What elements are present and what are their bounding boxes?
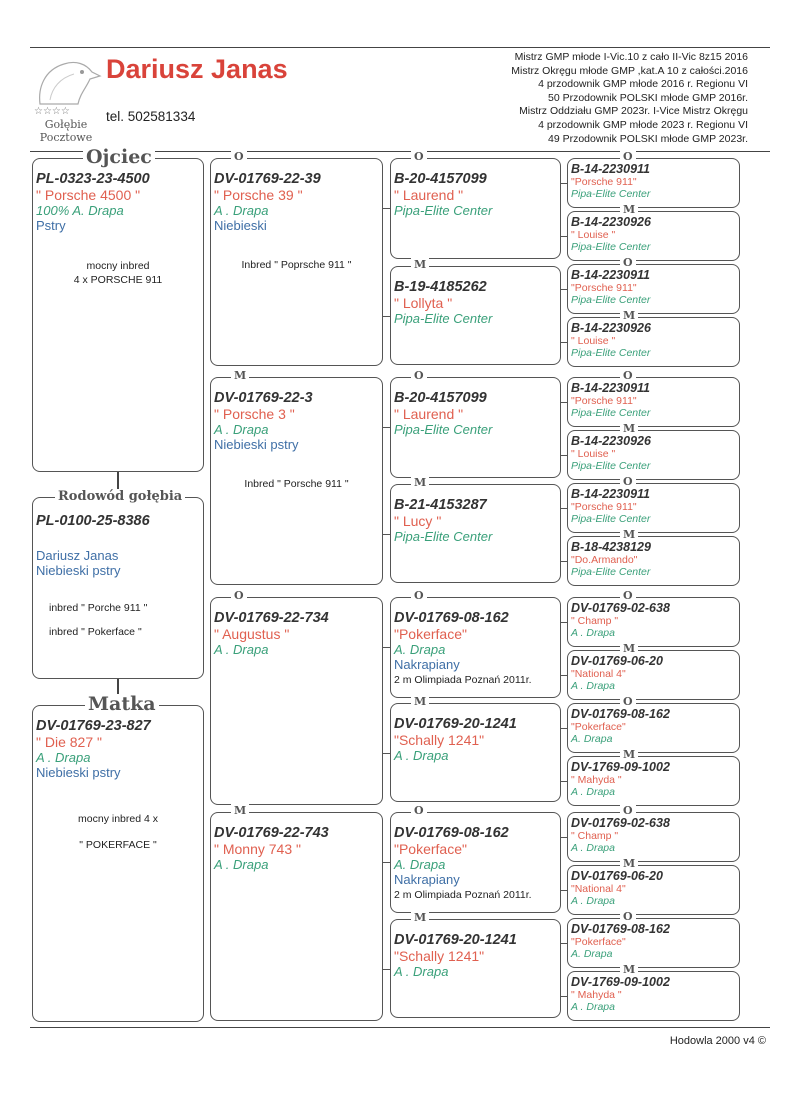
card-connector-tick: [561, 996, 567, 997]
pedigree-card[interactable]: [390, 695, 561, 802]
pigeon-name: " Lucy ": [394, 513, 442, 529]
card-connector-tick: [561, 561, 567, 562]
pedigree-card[interactable]: [390, 911, 561, 1018]
logo-line-2: Pocztowe: [39, 131, 93, 144]
owner: A . Drapa: [214, 203, 269, 218]
parent-sex-label: O: [411, 804, 427, 818]
pigeon-name: " Champ ": [571, 830, 619, 842]
color: Nakrapiany: [394, 872, 460, 887]
breeder-phone: tel. 502581334: [106, 109, 196, 124]
owner: Dariusz Janas: [36, 548, 119, 563]
note: 4 x PORSCHE 911: [73, 274, 163, 286]
pedigree-card[interactable]: [210, 369, 383, 585]
owner: Pipa-Elite Center: [571, 566, 651, 578]
parent-sex-label: M: [620, 309, 638, 323]
note: Inbred " Porsche 911 ": [244, 478, 349, 490]
card-connector-tick: [383, 969, 390, 970]
note: inbred " Porche 911 ": [49, 602, 148, 614]
ring-number: B-20-4157099: [394, 390, 487, 406]
owner: Pipa-Elite Center: [571, 241, 651, 253]
note: mocny inbred: [86, 260, 150, 272]
pigeon-name: "National 4": [571, 883, 626, 895]
parent-sex-label: O: [411, 369, 427, 383]
card-connector-tick: [383, 753, 390, 754]
achievement-line: 50 Przodownik POLSKI młode GMP 2016r.: [548, 91, 748, 104]
owner: A . Drapa: [214, 642, 269, 657]
owner: Pipa-Elite Center: [394, 203, 493, 218]
card-connector-tick: [561, 781, 567, 782]
parent-sex-label: O: [620, 910, 636, 924]
parent-sex-label: O: [620, 589, 636, 603]
ring-number: DV-01769-22-39: [214, 171, 321, 187]
owner: A . Drapa: [571, 895, 615, 907]
color: Pstry: [36, 218, 66, 233]
ring-number: DV-01769-02-638: [571, 816, 670, 830]
owner: A . Drapa: [571, 1001, 615, 1013]
pedigree-card[interactable]: [567, 422, 740, 480]
card-connector-tick: [561, 837, 567, 838]
pedigree-card[interactable]: [567, 857, 740, 915]
pigeon-name: "Porsche 911": [571, 176, 637, 188]
pedigree-card[interactable]: [390, 369, 561, 478]
logo: [30, 54, 102, 146]
top-rule: [30, 47, 770, 48]
achievements-list: [511, 51, 748, 146]
parent-sex-label: M: [411, 695, 429, 709]
pedigree-card[interactable]: [567, 963, 740, 1021]
ring-number: PL-0323-23-4500: [36, 171, 150, 187]
pigeon-name: "National 4": [571, 668, 626, 680]
card-connector-tick: [383, 647, 390, 648]
pedigree-card[interactable]: [567, 309, 740, 367]
parent-sex-label: O: [620, 256, 636, 270]
ring-number: DV-01769-08-162: [394, 825, 509, 841]
ring-number: DV-1769-09-1002: [571, 760, 670, 774]
owner: A . Drapa: [394, 748, 449, 763]
achievement-line: 49 Przodownik POLSKI młode GMP 2023r.: [548, 132, 748, 145]
parent-sex-label: M: [620, 203, 638, 217]
ring-number: DV-01769-20-1241: [394, 716, 517, 732]
card-connector-tick: [561, 943, 567, 944]
pedigree-card[interactable]: [390, 258, 561, 365]
color: Niebieski pstry: [214, 437, 299, 452]
color: Niebieski: [214, 218, 267, 233]
pigeon-name: "Porsche 911": [571, 501, 637, 513]
ring-number: DV-01769-20-1241: [394, 932, 517, 948]
ring-number: B-14-2230911: [571, 162, 650, 176]
ring-number: B-20-4157099: [394, 171, 487, 187]
owner: A. Drapa: [394, 857, 446, 872]
pedigree-card[interactable]: [567, 910, 740, 968]
card-connector-tick: [561, 728, 567, 729]
pigeon-name: "Schally 1241": [394, 732, 485, 748]
owner: Pipa-Elite Center: [571, 294, 651, 306]
pigeon-name: "Pokerface": [571, 721, 626, 733]
ring-number: B-18-4238129: [571, 540, 651, 554]
pedigree-card[interactable]: [567, 695, 740, 753]
owner: Pipa-Elite Center: [571, 188, 651, 200]
pedigree-card[interactable]: [567, 589, 740, 647]
pigeon-name: "Do.Armando": [571, 554, 638, 566]
pigeon-name: "Porsche 911": [571, 282, 637, 294]
ring-number: DV-01769-23-827: [36, 718, 151, 734]
card-connector-tick: [383, 316, 390, 317]
achievement-line: 4 przodownik GMP młode 2016 r. Regionu VI: [538, 78, 748, 91]
subject-card[interactable]: [32, 489, 204, 679]
pedigree-card[interactable]: [567, 528, 740, 586]
parent-sex-label: O: [620, 150, 636, 164]
card-connector-tick: [561, 890, 567, 891]
ring-number: DV-01769-08-162: [571, 707, 670, 721]
parent-sex-label: M: [620, 422, 638, 436]
parent-sex-label: O: [620, 475, 636, 489]
parent-sex-label: O: [231, 589, 247, 603]
card-connector-tick: [561, 622, 567, 623]
pigeon-name: " Die 827 ": [36, 734, 102, 750]
owner: 100% A. Drapa: [36, 203, 124, 218]
owner: A . Drapa: [571, 680, 615, 692]
parent-sex-label: O: [620, 804, 636, 818]
pigeon-name: " Porsche 4500 ": [36, 187, 141, 203]
owner: Pipa-Elite Center: [571, 407, 651, 419]
pigeon-name: " Louise ": [571, 335, 616, 347]
parent-sex-label: M: [620, 748, 638, 762]
ring-number: B-14-2230926: [571, 434, 651, 448]
pigeon-name: " Champ ": [571, 615, 619, 627]
parent-sex-label: O: [411, 589, 427, 603]
pedigree-card[interactable]: [210, 150, 383, 366]
ring-number: DV-01769-06-20: [571, 869, 663, 883]
card-connector-tick: [561, 183, 567, 184]
pedigree-card[interactable]: [210, 589, 383, 805]
card-connector-tick: [383, 862, 390, 863]
card-connector-tick: [561, 289, 567, 290]
pedigree-card[interactable]: [567, 150, 740, 208]
parent-sex-label: M: [620, 857, 638, 871]
pigeon-head-icon: [30, 54, 102, 106]
ring-number: PL-0100-25-8386: [36, 513, 150, 529]
logo-stars: ☆☆☆☆: [34, 106, 70, 117]
parent-sex-label: M: [411, 476, 429, 490]
pedigree-card[interactable]: [567, 369, 740, 427]
footer-text: Hodowla 2000 v4 ©: [669, 1035, 766, 1047]
card-connector-tick: [561, 342, 567, 343]
owner: A . Drapa: [214, 422, 269, 437]
footer-rule: [30, 1027, 770, 1028]
pigeon-name: "Porsche 911": [571, 395, 637, 407]
owner: A . Drapa: [36, 750, 91, 765]
achievement-line: Mistrz GMP młode I-Vic.10 z cało II-Vic 8z15 2016: [514, 51, 748, 63]
logo-line-1: Gołębie: [44, 118, 88, 131]
ring-number: DV-01769-08-162: [571, 922, 670, 936]
owner: A. Drapa: [571, 948, 613, 960]
pigeon-name: " Mahyda ": [571, 774, 622, 786]
parent-sex-label: O: [231, 150, 247, 164]
owner: A. Drapa: [571, 733, 613, 745]
pigeon-name: " Lollyta ": [394, 295, 453, 311]
note: Inbred " Poprsche 911 ": [241, 259, 352, 271]
owner: A. Drapa: [394, 642, 446, 657]
ring-number: DV-01769-08-162: [394, 610, 509, 626]
owner: Pipa-Elite Center: [394, 529, 493, 544]
pigeon-name: " Laurend ": [394, 406, 464, 422]
owner: A . Drapa: [214, 857, 269, 872]
ring-number: B-14-2230926: [571, 215, 651, 229]
pigeon-name: " Augustus ": [214, 626, 290, 642]
owner: Pipa-Elite Center: [571, 460, 651, 472]
ring-number: B-14-2230926: [571, 321, 651, 335]
pigeon-name: "Pokerface": [394, 626, 467, 642]
father-card[interactable]: [32, 146, 204, 472]
parent-sex-label: O: [620, 695, 636, 709]
note: mocny inbred 4 x: [78, 813, 158, 825]
subject-label: Rodowód gołębia: [55, 489, 185, 504]
card-connector-tick: [561, 455, 567, 456]
pedigree-card[interactable]: [390, 589, 561, 698]
pigeon-name: "Pokerface": [571, 936, 626, 948]
card-connector-tick: [561, 508, 567, 509]
note: 2 m Olimpiada Poznań 2011r.: [394, 889, 532, 901]
ring-number: DV-01769-06-20: [571, 654, 663, 668]
owner: Pipa-Elite Center: [571, 513, 651, 525]
color: Niebieski pstry: [36, 563, 121, 578]
ring-number: B-21-4153287: [394, 497, 487, 513]
pedigree-card[interactable]: [210, 804, 383, 1021]
pedigree-card[interactable]: [567, 642, 740, 700]
pigeon-name: " Louise ": [571, 448, 616, 460]
pigeon-name: "Schally 1241": [394, 948, 485, 964]
parent-sex-label: M: [620, 963, 638, 977]
pigeon-name: "Pokerface": [394, 841, 467, 857]
owner: A . Drapa: [394, 964, 449, 979]
pedigree-card[interactable]: [567, 256, 740, 314]
card-connector-tick: [561, 402, 567, 403]
ring-number: DV-1769-09-1002: [571, 975, 670, 989]
pigeon-name: " Monny 743 ": [214, 841, 301, 857]
ring-number: B-19-4185262: [394, 279, 487, 295]
owner: A . Drapa: [571, 786, 615, 798]
pedigree-card[interactable]: [390, 476, 561, 583]
ring-number: B-14-2230911: [571, 381, 650, 395]
ring-number: DV-01769-22-743: [214, 825, 329, 841]
achievement-line: Mistrz Okręgu młode GMP ,kat.A 10 z całości.2016: [511, 64, 748, 77]
pigeon-name: " Louise ": [571, 229, 616, 241]
pedigree-card[interactable]: [567, 475, 740, 533]
ring-number: DV-01769-22-3: [214, 390, 313, 406]
parent-sex-label: M: [411, 911, 429, 925]
breeder-name: Dariusz Janas: [106, 54, 288, 84]
note: inbred " Pokerface ": [49, 626, 142, 638]
achievement-line: Mistrz Oddziału GMP 2023r. I-Vice Mistrz Okręgu: [519, 105, 748, 118]
parent-sex-label: M: [411, 258, 429, 272]
owner: A . Drapa: [571, 627, 615, 639]
mother-label: Matka: [85, 694, 159, 714]
card-connector-tick: [561, 675, 567, 676]
pedigree-card[interactable]: [390, 804, 561, 913]
color: Niebieski pstry: [36, 765, 121, 780]
pigeon-name: " Porsche 3 ": [214, 406, 295, 422]
ring-number: DV-01769-22-734: [214, 610, 329, 626]
parent-sex-label: M: [620, 528, 638, 542]
pedigree-card[interactable]: [567, 804, 740, 862]
card-connector-tick: [383, 427, 390, 428]
card-connector-tick: [561, 236, 567, 237]
ring-number: DV-01769-02-638: [571, 601, 670, 615]
note: 2 m Olimpiada Poznań 2011r.: [394, 674, 532, 686]
color: Nakrapiany: [394, 657, 460, 672]
parent-sex-label: M: [231, 369, 249, 383]
pigeon-name: " Mahyda ": [571, 989, 622, 1001]
owner: A . Drapa: [571, 842, 615, 854]
mother-card[interactable]: [32, 693, 204, 1022]
owner: Pipa-Elite Center: [394, 422, 493, 437]
achievement-line: 4 przodownik GMP młode 2023 r. Regionu VI: [538, 118, 748, 131]
parent-sex-label: M: [620, 642, 638, 656]
owner: Pipa-Elite Center: [394, 311, 493, 326]
parent-sex-label: O: [411, 150, 427, 164]
ring-number: B-14-2230911: [571, 268, 650, 282]
pedigree-card[interactable]: [390, 150, 561, 259]
ring-number: B-14-2230911: [571, 487, 650, 501]
parent-sex-label: O: [620, 369, 636, 383]
note: " POKERFACE ": [79, 839, 157, 851]
pedigree-card[interactable]: [567, 748, 740, 806]
pedigree-card[interactable]: [567, 203, 740, 261]
parent-sex-label: M: [231, 804, 249, 818]
card-connector-tick: [383, 208, 390, 209]
owner: Pipa-Elite Center: [571, 347, 651, 359]
card-connector-tick: [383, 534, 390, 535]
father-label: Ojciec: [83, 147, 155, 167]
pigeon-name: " Laurend ": [394, 187, 464, 203]
pigeon-name: " Porsche 39 ": [214, 187, 303, 203]
